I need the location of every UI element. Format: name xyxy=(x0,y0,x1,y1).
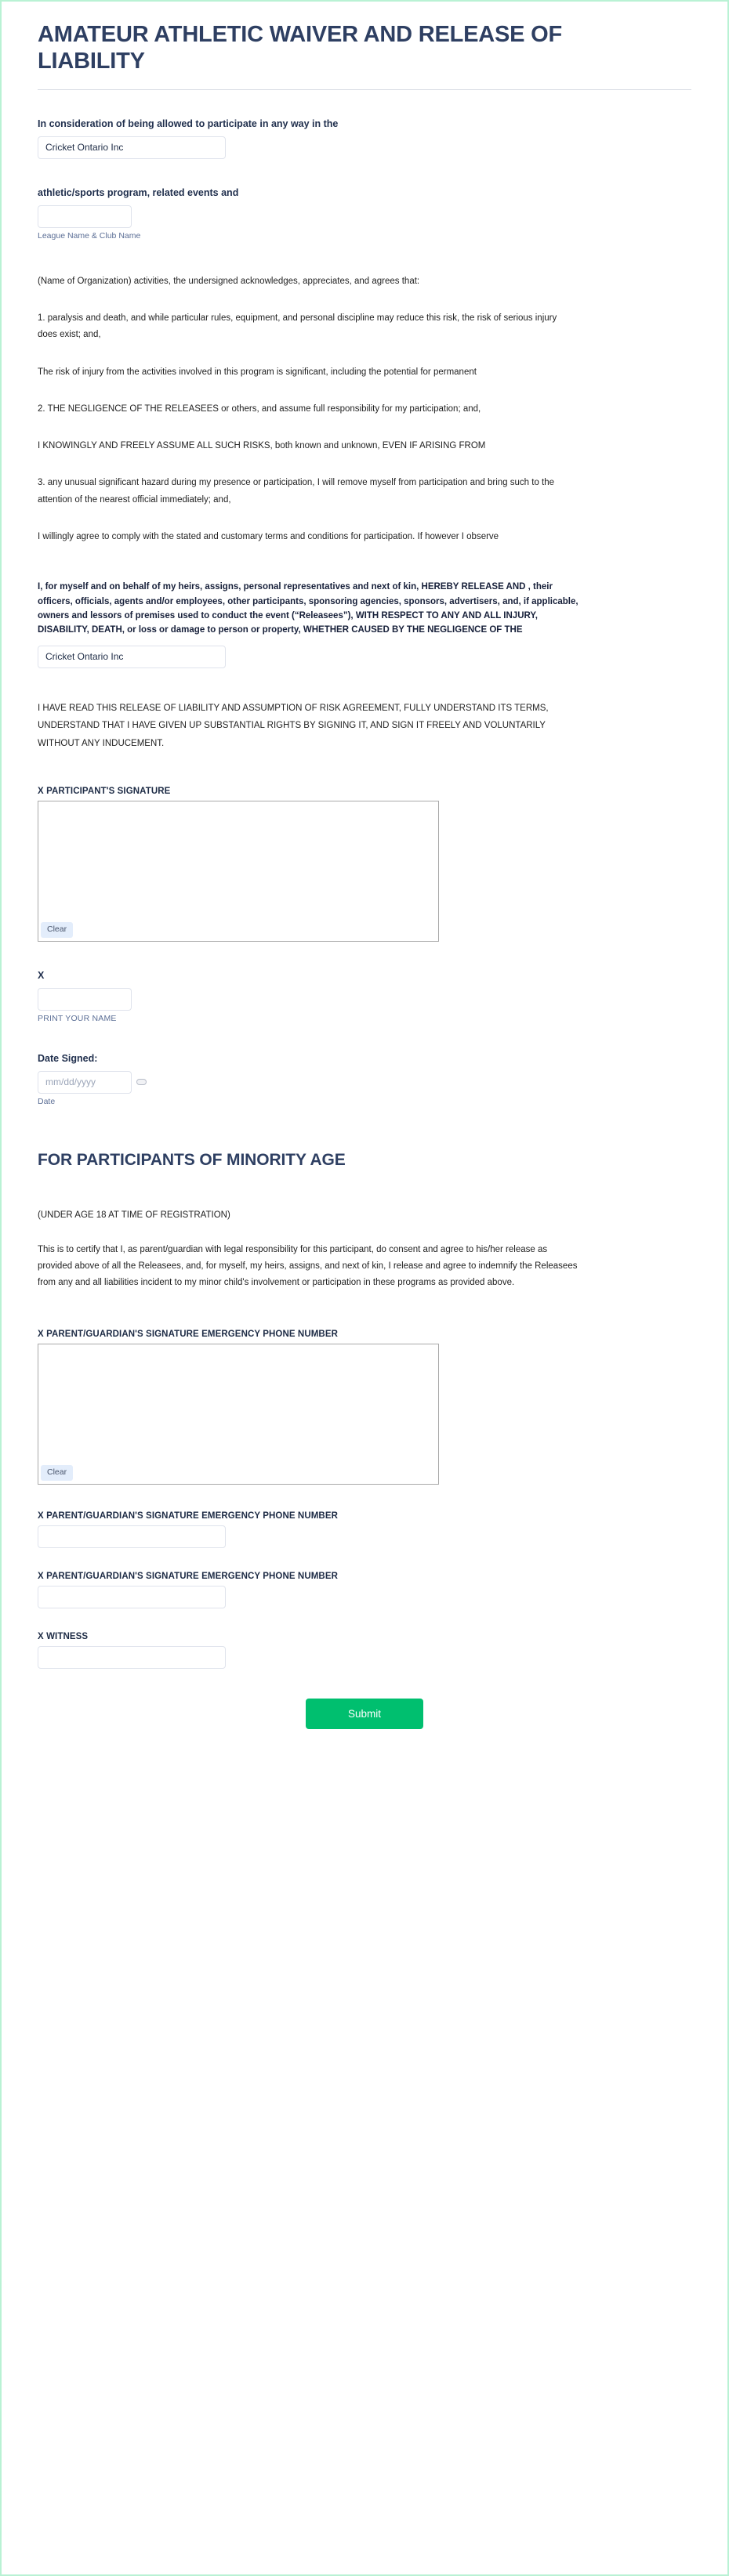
title-divider xyxy=(38,89,691,90)
spacer xyxy=(38,381,691,401)
spacer xyxy=(38,1292,691,1330)
witness-label: X WITNESS xyxy=(38,1631,89,1641)
spacer xyxy=(38,344,691,364)
print-name-sub-label: PRINT YOUR NAME xyxy=(38,1014,117,1024)
submit-row xyxy=(2,1669,727,1770)
release-block xyxy=(38,580,691,668)
spacer xyxy=(38,668,691,700)
release-text: I, for myself and on behalf of my heirs, assigns, personal representatives and next of kin, HEREBY RELEASE AND , their officers, officials, agents and/or employees, other participants, sponsoring agencies, sponsors, advertisers, and, if applicable, owners and lessors of premises used to conduct the event (“Releasees”), WITH RESPECT TO ANY AND ALL INJURY, DISABILITY, DEATH, or loss or damage to person or property, WHETHER CAUSED BY THE NEGLIGENCE OF THE xyxy=(38,582,578,635)
spacer xyxy=(38,545,691,580)
program-block xyxy=(38,186,691,242)
program-input[interactable] xyxy=(38,205,132,228)
organization-label: In consideration of being allowed to participate in any way in the xyxy=(38,118,339,129)
guardian-signature-pad[interactable] xyxy=(38,1344,439,1485)
guardian-field-2-input[interactable] xyxy=(38,1586,226,1608)
submit-button[interactable]: Submit xyxy=(306,1699,423,1729)
guardian-field-2-block xyxy=(38,1572,691,1608)
spacer xyxy=(38,290,691,310)
body-paragraph-4: 2. THE NEGLIGENCE OF THE RELEASEES or others, and assume full responsibility for my participation; and, xyxy=(38,403,481,414)
guardian-field-2-label: X PARENT/GUARDIAN'S SIGNATURE EMERGENCY PHONE NUMBER xyxy=(38,1571,338,1581)
participant-signature-clear-button[interactable]: Clear xyxy=(41,922,73,938)
date-picker-icon[interactable] xyxy=(136,1079,147,1085)
releasee-organization-input[interactable] xyxy=(38,646,226,668)
program-sub-label: League Name & Club Name xyxy=(38,231,141,241)
date-signed-row xyxy=(38,1071,691,1094)
date-signed-sub-label: Date xyxy=(38,1096,56,1106)
spacer xyxy=(38,1107,691,1151)
body-paragraph-2: 1. paralysis and death, and while particular rules, equipment, and personal discipline may reduce this risk, the risk of serious injury does exist; and, xyxy=(38,313,557,340)
guardian-signature-label: X PARENT/GUARDIAN'S SIGNATURE EMERGENCY PHONE NUMBER xyxy=(38,1329,338,1339)
page-title: AMATEUR ATHLETIC WAIVER AND RELEASE OF LIABILITY xyxy=(38,22,563,74)
guardian-field-1-block xyxy=(38,1511,691,1548)
guardian-signature-block xyxy=(38,1330,691,1485)
date-signed-block xyxy=(38,1051,691,1108)
guardian-signature-clear-button[interactable]: Clear xyxy=(41,1465,73,1481)
spacer xyxy=(38,1025,691,1051)
acknowledgement-paragraph: I HAVE READ THIS RELEASE OF LIABILITY AND ASSUMPTION OF RISK AGREEMENT, FULLY UNDERSTAND ITS TERMS, UNDERSTAND THAT I HAVE GIVEN UP SUBSTANTIAL RIGHTS BY SIGNING IT, AND SIGN IT FREELY AND VOLUNTARILY WITHOUT ANY INDUCEMENT. xyxy=(38,703,549,748)
spacer xyxy=(38,242,691,273)
body-paragraph-1: (Name of Organization) activities, the undersigned acknowledges, appreciates, and agrees that: xyxy=(38,276,420,286)
minority-paragraph: This is to certify that I, as parent/guardian with legal responsibility for this participant, do consent and agree to his/her release as provided above of all the Releasees, and, for myself, my heirs, assigns, and next of kin, I release and agree to indemnify the Releasees from any and all liabilities incident to my minor child's involvement or participation in these programs as provided above. xyxy=(38,1244,578,1288)
spacer xyxy=(38,1225,691,1242)
organization-input[interactable] xyxy=(38,136,226,159)
body-paragraph-5: I KNOWINGLY AND FREELY ASSUME ALL SUCH RISKS, both known and unknown, EVEN IF ARISING FROM xyxy=(38,441,486,451)
minority-section-heading: FOR PARTICIPANTS OF MINORITY AGE xyxy=(38,1151,346,1170)
spacer xyxy=(38,1485,691,1511)
witness-block xyxy=(38,1632,691,1669)
spacer xyxy=(38,508,691,529)
spacer xyxy=(38,418,691,438)
participant-signature-label: X PARTICIPANT'S SIGNATURE xyxy=(38,786,171,796)
guardian-field-1-input[interactable] xyxy=(38,1525,226,1548)
participant-signature-pad[interactable] xyxy=(38,801,439,942)
date-signed-label: Date Signed: xyxy=(38,1052,98,1064)
spacer xyxy=(38,752,691,787)
spacer xyxy=(38,942,691,968)
print-name-label: X xyxy=(38,969,45,981)
participant-signature-block xyxy=(38,787,691,942)
body-paragraph-7: I willingly agree to comply with the stated and customary terms and conditions for participation. If however I observe xyxy=(38,531,499,541)
program-label: athletic/sports program, related events and xyxy=(38,186,239,198)
print-name-block xyxy=(38,968,691,1025)
print-name-input[interactable] xyxy=(38,988,132,1011)
spacer xyxy=(38,159,691,186)
guardian-field-1-label: X PARENT/GUARDIAN'S SIGNATURE EMERGENCY PHONE NUMBER xyxy=(38,1511,338,1521)
spacer xyxy=(38,1170,691,1207)
form-body xyxy=(2,2,727,1669)
spacer xyxy=(38,454,691,475)
spacer xyxy=(38,1608,691,1632)
witness-input[interactable] xyxy=(38,1646,226,1669)
organization-block xyxy=(38,117,691,159)
date-signed-input[interactable] xyxy=(38,1071,132,1094)
body-paragraph-6: 3. any unusual significant hazard during my presence or participation, I will remove myself from participation and bring such to the attention of the nearest official immediately; and, xyxy=(38,478,555,505)
spacer xyxy=(38,1548,691,1572)
minority-subheading: (UNDER AGE 18 AT TIME OF REGISTRATION) xyxy=(38,1210,230,1221)
body-paragraph-3: The risk of injury from the activities involved in this program is significant, including the potential for permanent xyxy=(38,367,477,377)
